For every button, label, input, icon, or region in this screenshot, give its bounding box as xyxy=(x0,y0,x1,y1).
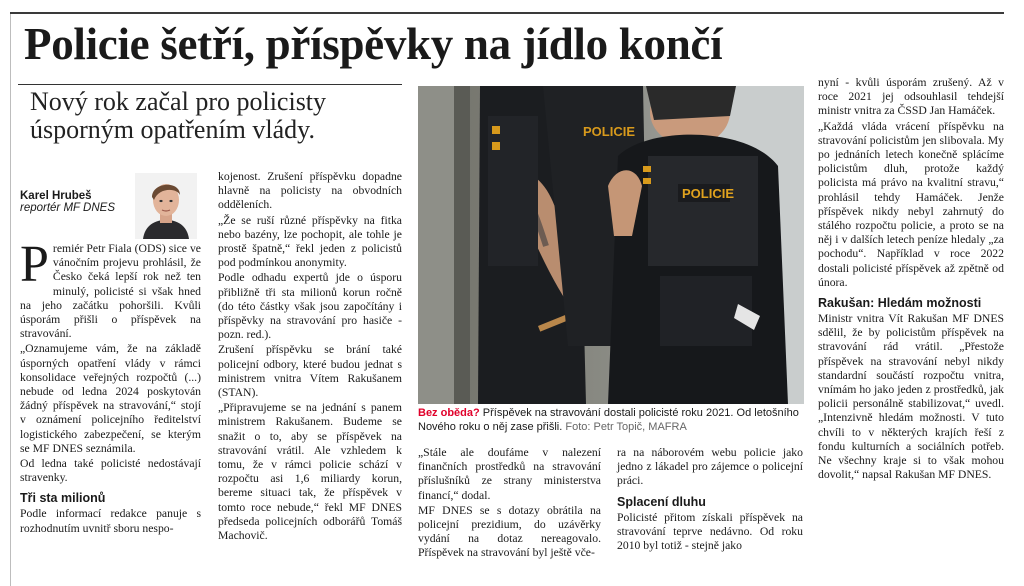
column-1 xyxy=(20,236,201,536)
paragraph: kojenost. Zrušení příspěvku dopadne hlavně na policisty na obvodních odděleních. xyxy=(218,170,402,212)
paragraph: Policisté přitom získali příspěvek na stravování teprve nedávno. Od roku 2010 byl totiž - stejně jako xyxy=(617,510,803,553)
subheading: Tři sta milionů xyxy=(20,491,106,506)
column-3 xyxy=(418,446,601,561)
author-name: Karel Hrubeš xyxy=(20,190,92,202)
subheading: Rakušan: Hledám možnosti xyxy=(818,296,982,311)
paragraph: Zrušení příspěvku se brání také policejní odbory, které budou jednat s ministrem vnitra Vítem Rakušanem (STAN). xyxy=(218,343,402,400)
caption-text: Příspěvek na stravování dostali policisté roku 2021. Od letošního Nového roku o něj zase přišli. xyxy=(418,407,799,433)
deck-rule xyxy=(18,84,402,85)
paragraph: „Připravujeme se na jednání s panem ministrem Rakušanem. Budeme se snažit o to, aby se příspěvek na stravování vrátil. Ale vzhledem k tomu, že v rámci policie schází v rozpočtu asi 1,6 miliardy korun, bereme situaci tak, že příspěvek v tomto roce nebude,“ řekl MF DNES předseda policejních odborářů Tomáš Machovič. xyxy=(218,401,402,543)
badge-text: POLICIE xyxy=(583,124,636,139)
paragraph: Podle odhadu expertů jde o úsporu přibližně tři sta milionů korun ročně (do této částky však jsou započítány i příspěvky na stravování pro hasiče - pozn. red.). xyxy=(218,271,402,342)
author-role: reportér MF DNES xyxy=(20,202,116,214)
deck: Nový rok začal pro policisty úsporným opatřením vlády. xyxy=(30,87,327,144)
column-2 xyxy=(218,170,402,543)
caption-lead: Bez oběda? xyxy=(418,407,480,419)
photo-caption xyxy=(418,406,804,434)
paragraph: Od ledna také policisté nedostávají stravenky. xyxy=(20,457,201,485)
paragraph: Ministr vnitra Vít Rakušan MF DNES sdělil, že by policistům příspěvek na stravování rád vrátil. „Přestože příspěvek na stravování nebyl nikdy standardní součástí rozpočtu vnitra, vnímám ho jako jeden z prostředků, jak policii personálně stabilizovat,“ uvedl. „Intenzivně hledám možnosti. V tuto chvíli to v některých krajích řeší z fondu kulturních a sociálních potřeb. Ne všechny kraje si to však mohou dovolit,“ napsal Rakušan MF DNES. xyxy=(818,312,1004,482)
top-rule xyxy=(10,12,1004,14)
paragraph: „Že se ruší různé příspěvky na fitka nebo bazény, lze pochopit, ale tohle je prostě špatně,“ řekl jeden z policistů pod podmínkou anonymity. xyxy=(218,213,402,270)
left-rule xyxy=(10,14,11,586)
column-4 xyxy=(617,446,803,553)
paragraph: Podle informací redakce panuje s rozhodnutím uvnitř sboru nespo- xyxy=(20,507,201,535)
photo-credit: Foto: Petr Topič, MAFRA xyxy=(562,421,687,433)
drop-cap: P xyxy=(20,236,49,293)
subheading: Splacení dluhu xyxy=(617,494,706,509)
article-photo xyxy=(418,86,804,404)
headline: Policie šetří, příspěvky na jídlo končí xyxy=(24,19,723,69)
paragraph: „Oznamujeme vám, že na základě úsporných opatření vlády v rámci konsolidace veřejných rozpočtů (...) nebude od ledna 2024 poskytován žádný příspěvek na stravování,“ stojí v oznámení policejního ředitelství logistického zabezpečení, se kterým se MF DNES seznámila. xyxy=(20,342,201,455)
paragraph: „Každá vláda vrácení příspěvku na stravování policistům jen slibovala. My po jednáních letech konečně splácíme policistům dluh, protože každý policista má právo na kvalitní stravu,“ prohlásil tehdy Hamáček. Jenže příspěvek nikdy nebyl zahrnutý do stálého rozpočtu policie, a proto se na něj i v dalších letech peníze hledaly „za pochodu“. Například v roce 2022 dostali policisté příspěvek až zpětně od února. xyxy=(818,119,1004,289)
paragraph: ra na náborovém webu policie jako jedno z lákadel pro zájemce o policejní práci. xyxy=(617,446,803,488)
paragraph: „Stále ale doufáme v nalezení finančních prostředků na stravování příslušníků ze strany ministerstva financí,“ dodal. xyxy=(418,446,601,502)
author-block xyxy=(20,190,130,214)
paragraph: nyní - kvůli úsporám zrušený. Až v roce 2021 jej odsouhlasil tehdejší ministr vnitra za ČSSD Jan Hamáček. xyxy=(818,76,1004,118)
column-5 xyxy=(818,76,1004,482)
author-portrait xyxy=(135,173,197,239)
paragraph: MF DNES se s dotazy obrátila na policejní prezidium, do uzávěrky vydání na dotaz nereagovalo. Příspěvek na stravování byl ještě vče- xyxy=(418,503,601,560)
badge-text: POLICIE xyxy=(682,186,735,201)
lead-paragraph: Premiér Petr Fiala (ODS) sice ve vánočním projevu prohlásil, že Česko čeká lepší rok než ten minulý, policisté si však hned na jeho začátku pohoršili. Kvůli úsporám přišli o příspěvek na stravování. xyxy=(20,236,201,341)
